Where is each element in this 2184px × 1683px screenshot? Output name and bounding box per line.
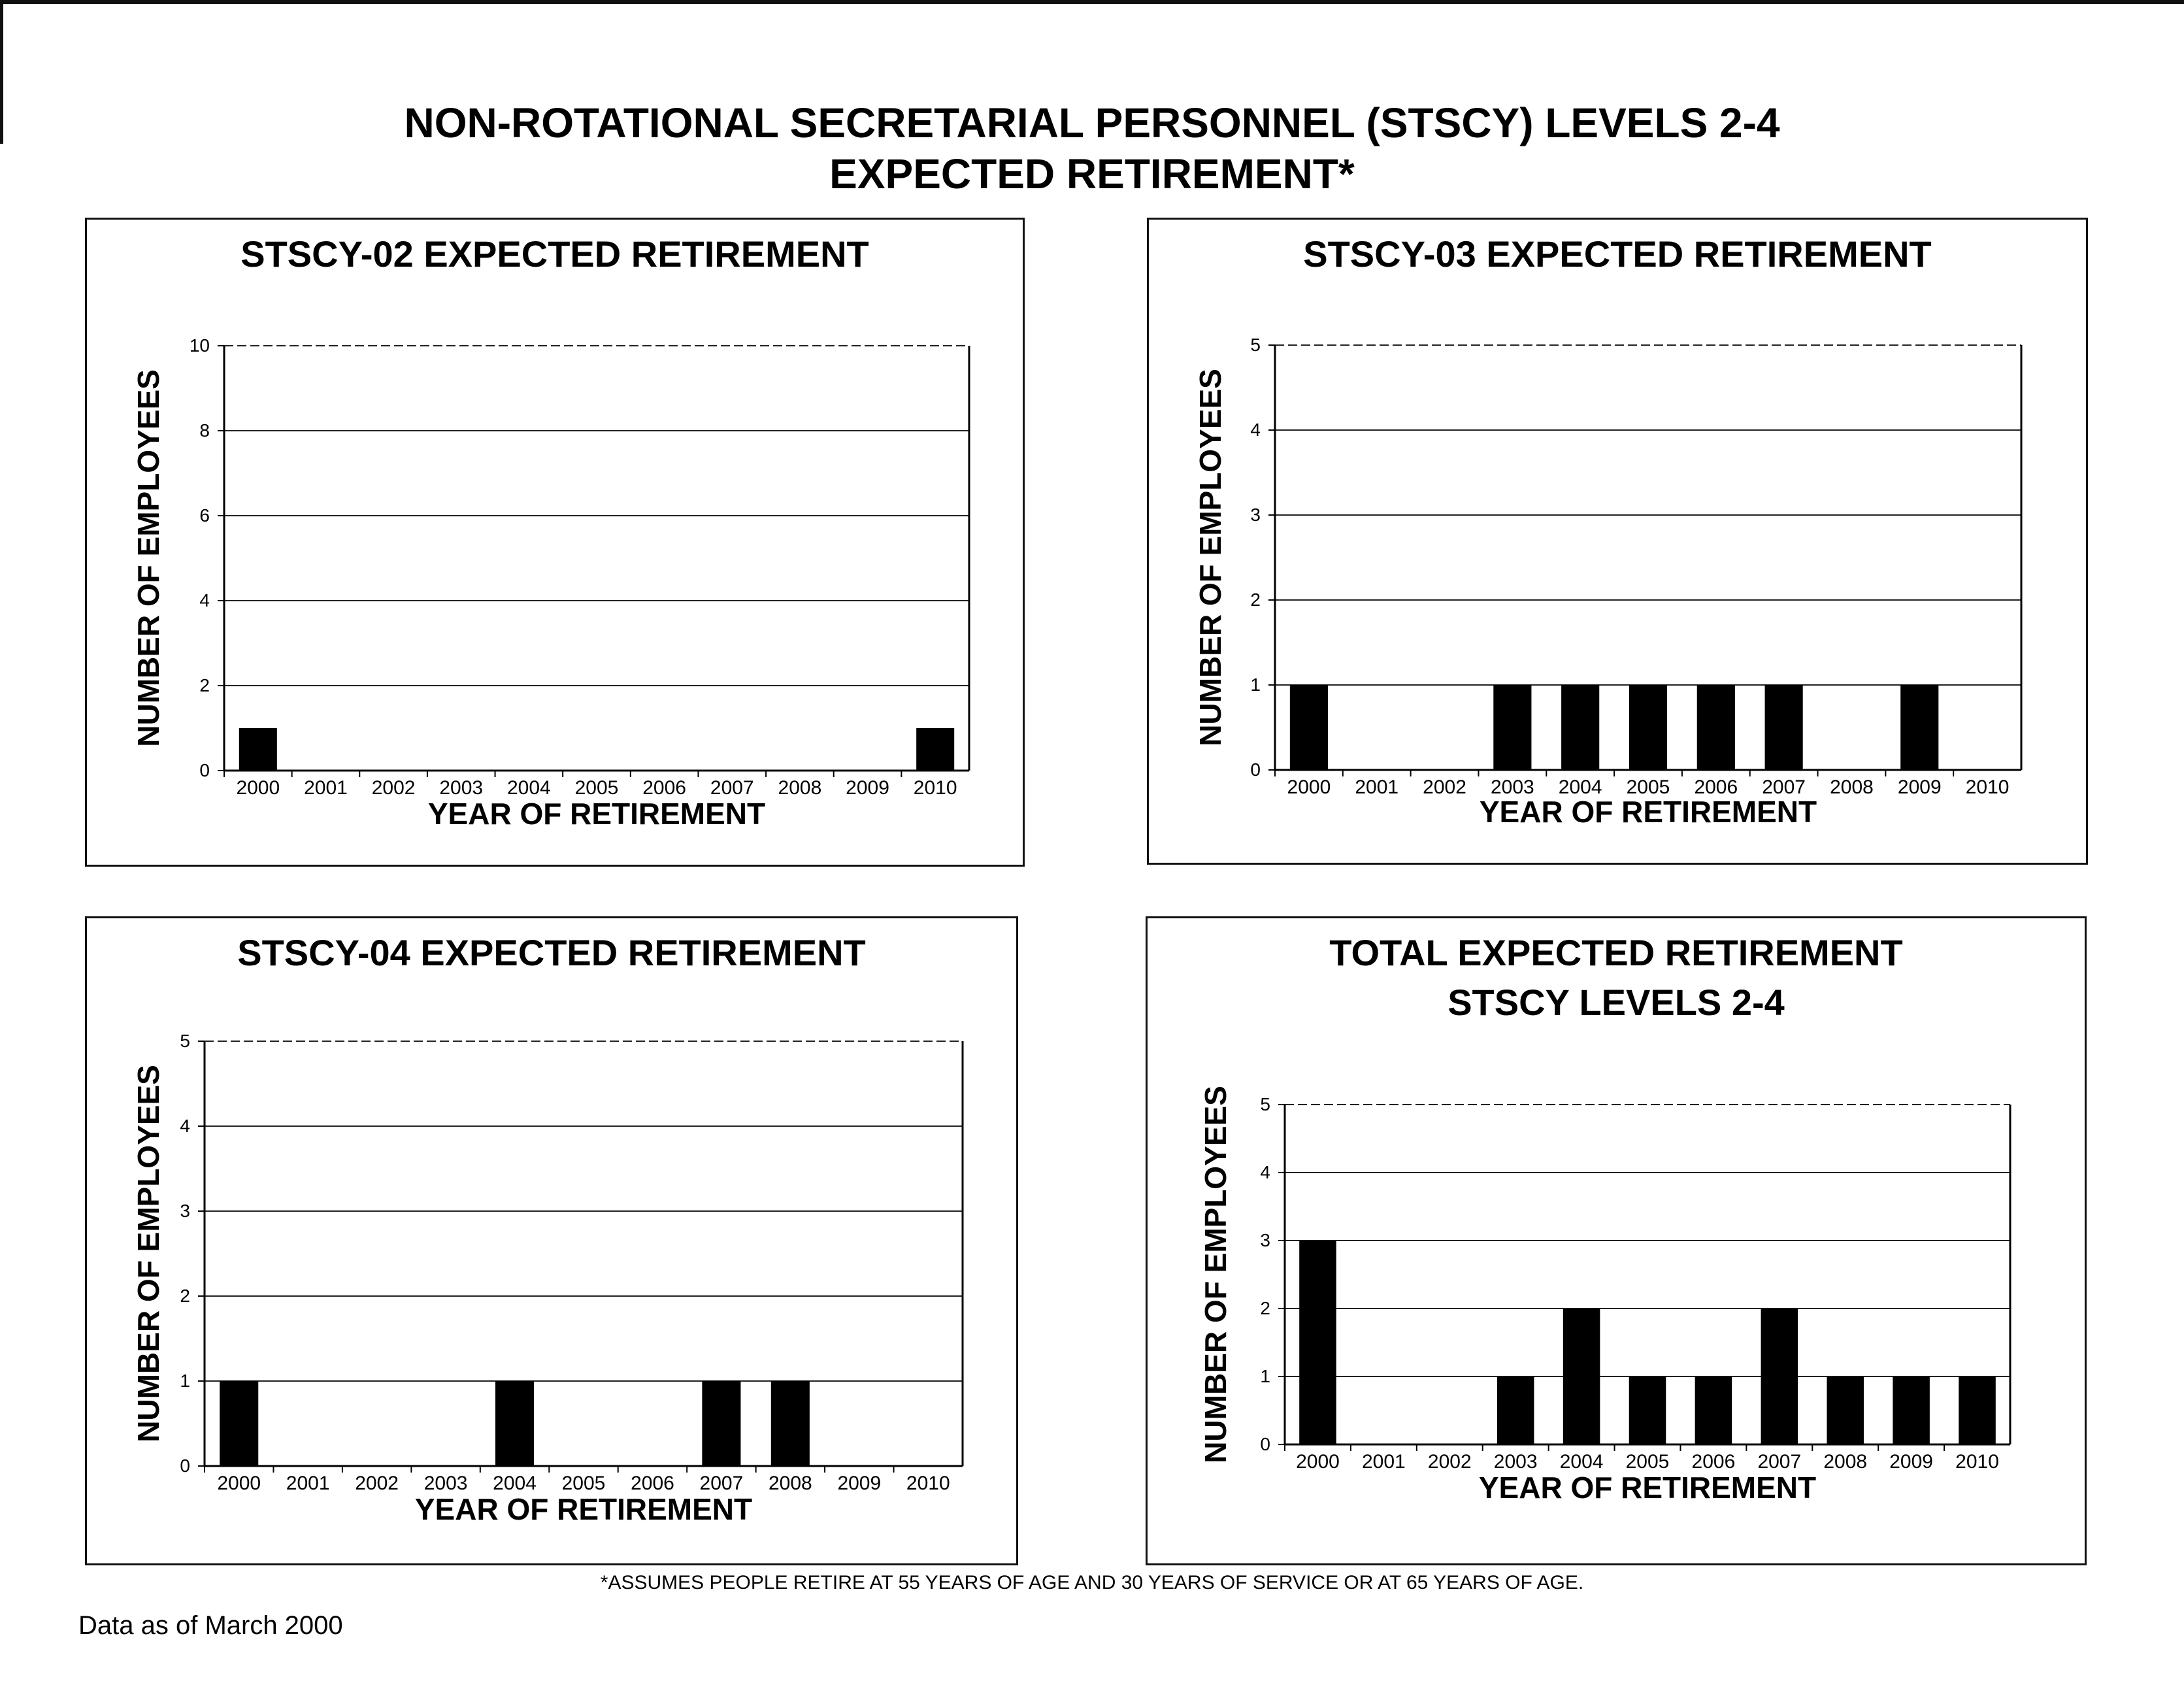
- x-axis-label: YEAR OF RETIREMENT: [1478, 1471, 1817, 1505]
- x-tick-label: 2009: [1889, 1451, 1934, 1473]
- x-tick-label: 2008: [1823, 1451, 1868, 1473]
- x-tick-label: 2006: [1694, 776, 1738, 798]
- bar-2009: [1900, 685, 1938, 770]
- chart-title: STSCY-04 EXPECTED RETIREMENT: [237, 932, 866, 973]
- chart-panel-stscy-04: [85, 916, 1018, 1565]
- x-tick-label: 2000: [1296, 1451, 1340, 1473]
- y-tick-label: 3: [1260, 1230, 1270, 1250]
- bar-2008: [1827, 1376, 1864, 1444]
- x-tick-label: 2007: [1762, 776, 1806, 798]
- x-tick-label: 2003: [423, 1473, 468, 1494]
- chart-panel-stscy-02: [85, 218, 1025, 867]
- data-date-note: Data as of March 2000: [78, 1611, 343, 1640]
- page-border-top: [0, 0, 2184, 4]
- x-tick-label: 2001: [304, 777, 348, 799]
- chart-stscy-03: [1149, 220, 2090, 867]
- y-tick-label: 5: [180, 1031, 190, 1051]
- x-tick-label: 2001: [1355, 776, 1399, 798]
- x-tick-label: 2009: [1897, 776, 1942, 798]
- y-tick-label: 3: [180, 1201, 190, 1221]
- y-tick-label: 2: [1260, 1298, 1270, 1318]
- bar-2008: [771, 1381, 810, 1466]
- chart-subtitle: STSCY LEVELS 2-4: [1448, 982, 1785, 1023]
- chart-stscy-04: [87, 918, 1020, 1567]
- x-tick-label: 2005: [1625, 1451, 1670, 1473]
- chart-total: [1148, 918, 2089, 1567]
- x-tick-label: 2001: [286, 1473, 330, 1494]
- y-tick-label: 0: [180, 1456, 190, 1476]
- x-tick-label: 2004: [1558, 776, 1602, 798]
- bar-2004: [1563, 1308, 1600, 1444]
- x-tick-label: 2008: [1830, 776, 1874, 798]
- bar-2006: [1697, 685, 1735, 770]
- bar-2004: [1561, 685, 1599, 770]
- y-tick-label: 0: [199, 760, 210, 780]
- chart-stscy-02: [87, 220, 1027, 869]
- x-tick-label: 2003: [439, 777, 484, 799]
- y-tick-label: 8: [199, 420, 210, 441]
- y-tick-label: 2: [180, 1286, 190, 1306]
- y-tick-label: 2: [1250, 590, 1261, 610]
- x-tick-label: 2005: [561, 1473, 606, 1494]
- y-tick-label: 10: [189, 335, 210, 356]
- y-tick-label: 0: [1260, 1434, 1270, 1454]
- y-axis-label: NUMBER OF EMPLOYEES: [131, 1065, 165, 1442]
- bar-2000: [220, 1381, 258, 1466]
- bar-2000: [1290, 685, 1328, 770]
- bar-2010: [1959, 1376, 1996, 1444]
- x-tick-label: 2006: [642, 777, 687, 799]
- bar-2005: [1629, 685, 1667, 770]
- x-tick-label: 2009: [846, 777, 889, 799]
- x-tick-label: 2002: [371, 777, 416, 799]
- x-tick-label: 2004: [493, 1473, 537, 1494]
- x-tick-label: 2007: [699, 1473, 744, 1494]
- x-tick-label: 2000: [217, 1473, 261, 1494]
- x-tick-label: 2004: [506, 777, 551, 799]
- y-tick-label: 1: [1250, 675, 1261, 695]
- chart-title: TOTAL EXPECTED RETIREMENT: [1329, 932, 1903, 973]
- x-tick-label: 2000: [1287, 776, 1331, 798]
- y-tick-label: 2: [199, 675, 210, 695]
- chart-panel-total: [1146, 916, 2087, 1565]
- x-tick-label: 2010: [1965, 776, 2010, 798]
- x-tick-label: 2002: [355, 1473, 399, 1494]
- y-tick-label: 5: [1260, 1094, 1270, 1114]
- x-tick-label: 2003: [1490, 776, 1534, 798]
- y-tick-label: 4: [1260, 1162, 1270, 1182]
- y-tick-label: 4: [199, 590, 210, 610]
- bar-2005: [1629, 1376, 1666, 1444]
- x-axis-label: YEAR OF RETIREMENT: [1479, 795, 1817, 829]
- x-tick-label: 2006: [631, 1473, 674, 1494]
- y-tick-label: 0: [1250, 759, 1261, 780]
- x-tick-label: 2008: [778, 777, 822, 799]
- bar-2006: [1695, 1376, 1732, 1444]
- y-tick-label: 4: [180, 1116, 190, 1136]
- bar-2003: [1493, 685, 1531, 770]
- y-axis-label: NUMBER OF EMPLOYEES: [131, 369, 165, 747]
- x-tick-label: 2002: [1427, 1451, 1472, 1473]
- chart-title: STSCY-02 EXPECTED RETIREMENT: [240, 233, 869, 275]
- bar-2000: [239, 728, 277, 771]
- x-tick-label: 2003: [1493, 1451, 1538, 1473]
- y-tick-label: 4: [1250, 420, 1261, 440]
- x-tick-label: 2001: [1361, 1451, 1406, 1473]
- footnote: *ASSUMES PEOPLE RETIRE AT 55 YEARS OF AGE AND 30 YEARS OF SERVICE OR AT 65 YEARS OF AGE.: [600, 1572, 1584, 1593]
- chart-title: STSCY-03 EXPECTED RETIREMENT: [1303, 233, 1932, 275]
- x-tick-label: 2007: [1757, 1451, 1802, 1473]
- page-title-line2: EXPECTED RETIREMENT*: [829, 150, 1355, 197]
- x-tick-label: 2004: [1559, 1451, 1604, 1473]
- x-tick-label: 2007: [710, 777, 754, 799]
- x-tick-label: 2010: [906, 1473, 950, 1494]
- y-tick-label: 5: [1250, 335, 1261, 355]
- bar-2003: [1497, 1376, 1534, 1444]
- bar-2009: [1893, 1376, 1930, 1444]
- x-tick-label: 2000: [236, 777, 280, 799]
- bar-2007: [1765, 685, 1803, 770]
- y-tick-label: 6: [199, 505, 210, 525]
- bar-2010: [916, 728, 954, 771]
- bar-2007: [702, 1381, 740, 1466]
- y-tick-label: 1: [1260, 1366, 1270, 1386]
- x-axis-label: YEAR OF RETIREMENT: [427, 797, 766, 831]
- y-axis-label: NUMBER OF EMPLOYEES: [1199, 1086, 1233, 1463]
- y-tick-label: 1: [180, 1371, 190, 1391]
- page-title-line1: NON-ROTATIONAL SECRETARIAL PERSONNEL (STSCY) LEVELS 2-4: [404, 99, 1780, 146]
- bar-2000: [1299, 1241, 1336, 1444]
- y-tick-label: 3: [1250, 505, 1261, 525]
- chart-panel-stscy-03: [1147, 218, 2088, 865]
- x-tick-label: 2008: [768, 1473, 812, 1494]
- x-tick-label: 2010: [1955, 1451, 1999, 1473]
- x-tick-label: 2005: [1626, 776, 1670, 798]
- x-tick-label: 2005: [574, 777, 619, 799]
- x-tick-label: 2006: [1691, 1451, 1736, 1473]
- bar-2004: [495, 1381, 534, 1466]
- x-tick-label: 2009: [837, 1473, 882, 1494]
- bar-2007: [1761, 1308, 1798, 1444]
- x-tick-label: 2002: [1423, 776, 1466, 798]
- y-axis-label: NUMBER OF EMPLOYEES: [1193, 369, 1227, 746]
- x-axis-label: YEAR OF RETIREMENT: [414, 1492, 753, 1526]
- x-tick-label: 2010: [913, 777, 957, 799]
